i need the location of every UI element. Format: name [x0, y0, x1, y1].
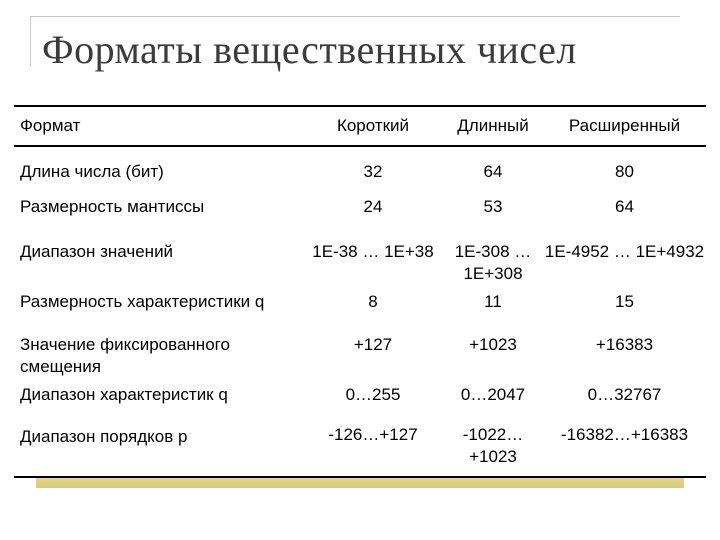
cell-short: 32 — [363, 162, 383, 181]
row-label: Диапазон порядков p — [20, 427, 188, 446]
slide-title: Форматы вещественных чисел — [42, 27, 577, 72]
header-extended: Расширенный — [568, 116, 681, 135]
row-label: Диапазон значений — [20, 242, 174, 261]
table-row — [14, 424, 706, 477]
row-label: Размерность характеристики q — [20, 292, 265, 311]
cell-long: 11 — [484, 292, 502, 311]
cell-extended: 64 — [615, 197, 634, 216]
cell-short: 0…255 — [345, 385, 401, 404]
cell-extended: 0…32767 — [587, 385, 662, 404]
cell-long: 53 — [483, 197, 503, 216]
cell-short: 8 — [368, 292, 378, 311]
cell-long: +1023 — [469, 335, 517, 354]
row-label: Размерность мантиссы — [20, 197, 205, 216]
cell-short: 1E-38 … 1E+38 — [312, 242, 434, 261]
header-format: Формат — [20, 116, 81, 135]
slide-frame-left-line — [30, 16, 31, 66]
cell-short: 24 — [363, 197, 383, 216]
header-short: Короткий — [336, 116, 410, 135]
row-label: Диапазон характеристик q — [20, 385, 228, 404]
cell-short: -126…+127 — [328, 425, 418, 444]
cell-extended: 1E-4952 … 1E+4932 — [544, 242, 705, 261]
slide-frame-top-line — [30, 16, 680, 17]
cell-long: 1E-308 … 1E+308 — [454, 242, 532, 283]
cell-extended: 80 — [615, 162, 634, 181]
cell-extended: -16382…+16383 — [560, 425, 689, 444]
cell-long: 64 — [483, 162, 503, 181]
cell-long: -1022… +1023 — [462, 425, 524, 466]
table-row — [14, 196, 706, 241]
cell-extended: 15 — [615, 292, 634, 311]
table-header-row — [14, 106, 706, 146]
cell-extended: +16383 — [595, 335, 654, 354]
float-formats-table — [14, 105, 706, 478]
header-long: Длинный — [457, 116, 529, 135]
table-row — [14, 146, 706, 196]
cell-short: +127 — [353, 335, 393, 354]
cell-long: 0…2047 — [460, 385, 526, 404]
table-row — [14, 291, 706, 334]
table-row — [14, 334, 706, 384]
row-label: Значение фиксированного смещения — [20, 335, 230, 376]
row-label: Длина числа (бит) — [20, 162, 164, 181]
table-row — [14, 384, 706, 424]
table-row — [14, 241, 706, 291]
